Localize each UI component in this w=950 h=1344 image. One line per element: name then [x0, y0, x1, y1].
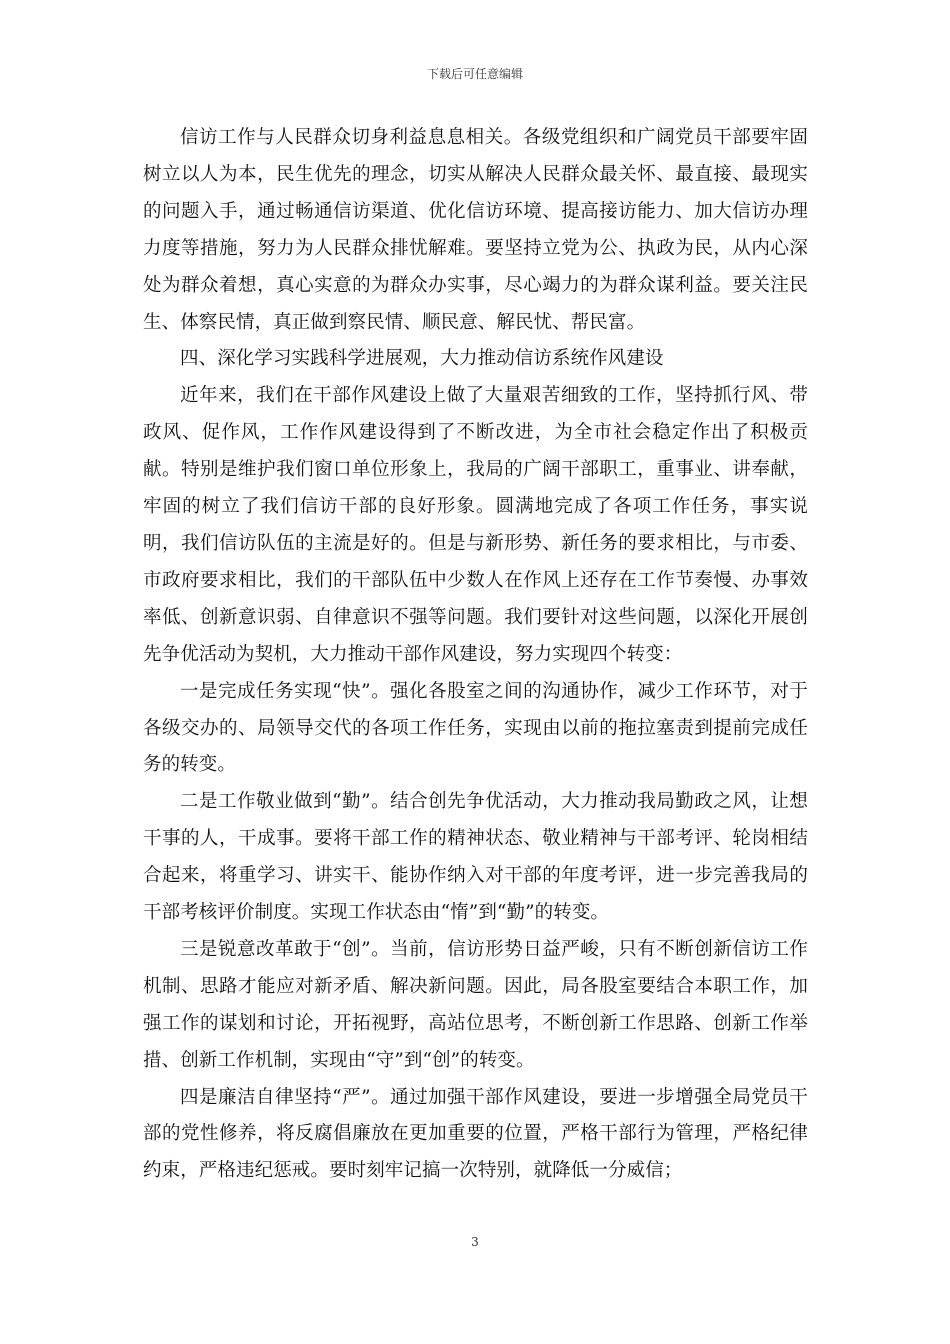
paragraph: 二是工作敬业做到“勤”。结合创先争优活动，大力推动我局勤政之风，让想干事的人，干成事。要将干部工作的精神状态、敬业精神与干部考评、轮岗相结合起来，将重学习、讲实干、能协作纳入对干部的年度考评，进一步完善我局的干部考核评价制度。实现工作状态由“惰”到“勤”的转变。	[143, 791, 808, 924]
section-heading: 四、深化学习实践科学进展观，大力推动信访系统作风建设	[180, 348, 664, 370]
paragraph: 一是完成任务实现“快”。强化各股室之间的沟通协作，减少工作环节，对于各级交办的、局领导交代的各项工作任务，实现由以前的拖拉塞责到提前完成任务的转变。	[143, 680, 808, 776]
page-number: 3	[471, 1235, 479, 1249]
document-body	[143, 120, 808, 1190]
paragraph: 三是锐意改革敢于“创”。当前，信访形势日益严峻，只有不断创新信访工作机制、思路才能应对新矛盾、解决新问题。因此，局各股室要结合本职工作，加强工作的谋划和讨论，开拓视野，高站位思考，不断创新工作思路、创新工作举措、创新工作机制，实现由“守”到“创”的转变。	[143, 938, 808, 1071]
paragraph: 四是廉洁自律坚持“严”。通过加强干部作风建设，要进一步增强全局党员干部的党性修养，将反腐倡廉放在更加重要的位置，严格干部行为管理，严格纪律约束，严格违纪惩戒。要时刻牢记搞一次特别，就降低一分威信；	[143, 1086, 808, 1182]
page-header: 下载后可任意编辑	[426, 67, 523, 81]
paragraph: 近年来，我们在干部作风建设上做了大量艰苦细致的工作，坚持抓行风、带政风、促作风，工作作风建设得到了不断改进，为全市社会稳定作出了积极贡献。特别是维护我们窗口单位形象上，我局的广阔干部职工，重事业、讲奉献，牢固的树立了我们信访干部的良好形象。圆满地完成了各项工作任务，事实说明，我们信访队伍的主流是好的。但是与新形势、新任务的要求相比，与市委、市政府要求相比，我们的干部队伍中少数人在作风上还存在工作节奏慢、办事效率低、创新意识弱、自律意识不强等问题。我们要针对这些问题，以深化开展创先争优活动为契机，大力推动干部作风建设，努力实现四个转变：	[143, 385, 808, 665]
paragraph: 信访工作与人民群众切身利益息息相关。各级党组织和广阔党员干部要牢固树立以人为本，民生优先的理念，切实从解决人民群众最关怀、最直接、最现实的问题入手，通过畅通信访渠道、优化信访环境、提高接访能力、加大信访办理力度等措施，努力为人民群众排忧解难。要坚持立党为公、执政为民，从内心深处为群众着想，真心实意的为群众办实事，尽心竭力的为群众谋利益。要关注民生、体察民情，真正做到察民情、顺民意、解民忧、帮民富。	[143, 127, 808, 333]
